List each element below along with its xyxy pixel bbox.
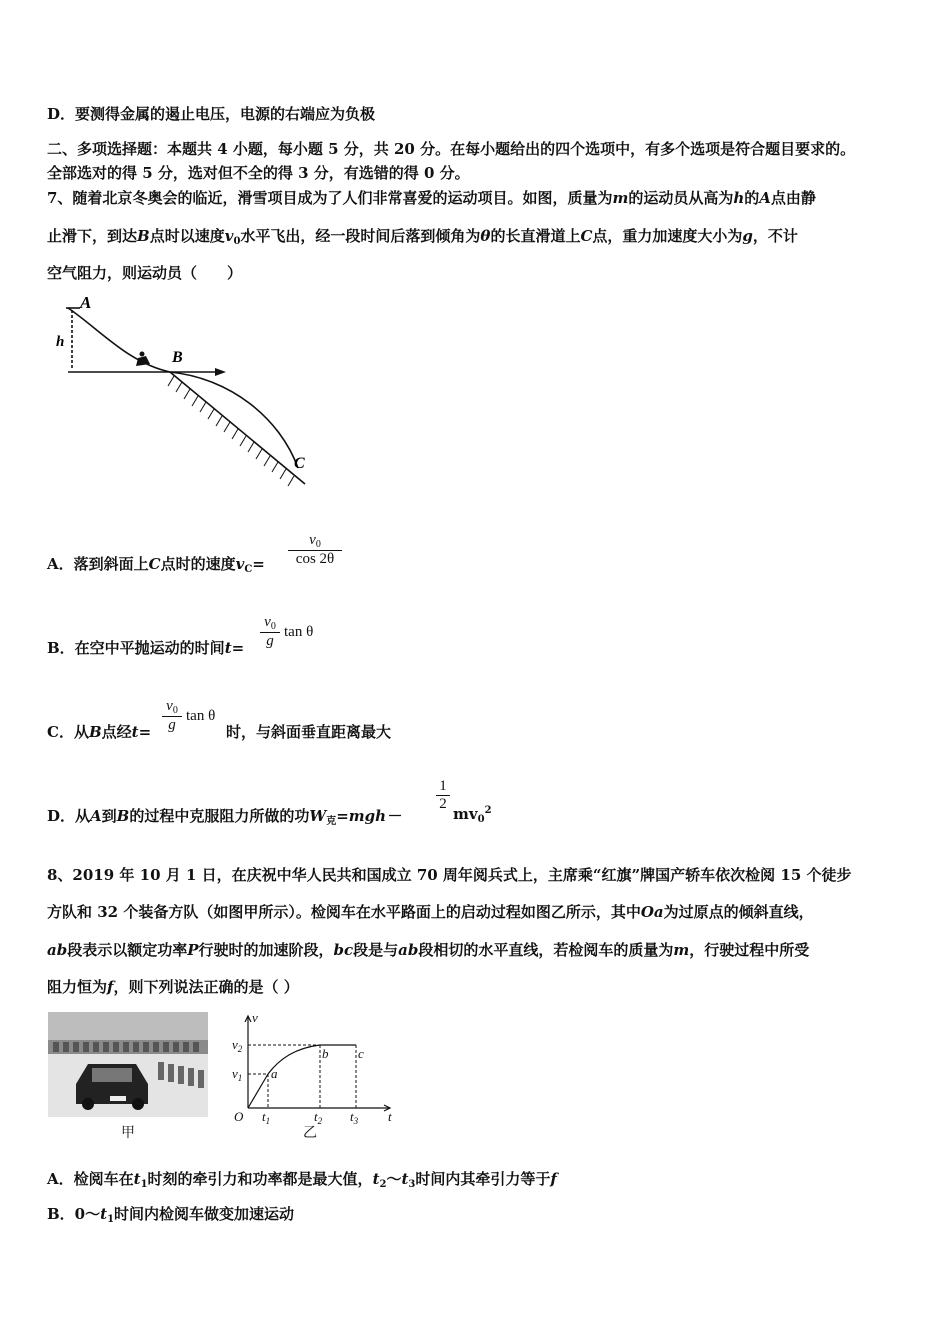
- q7-stem-line3: 空气阻力，则运动员（ ）: [47, 264, 243, 282]
- tick-t2: $t_2$: [314, 1109, 323, 1126]
- arrow-icon: [215, 368, 226, 376]
- figure-label-h: h: [56, 334, 65, 350]
- figure-label-c: C: [294, 455, 305, 472]
- q7-option-d-fraction: 1 2: [436, 778, 450, 813]
- q7-option-a: A．落到斜面上C点时的速度$v_C=$: [47, 555, 265, 575]
- point-a: a: [271, 1066, 278, 1081]
- q7-stem-line1: 7、随着北京冬奥会的临近，滑雪项目成为了人们非常喜爱的运动项目。如图，质量为m的运动员从高为h的A点由静: [47, 189, 816, 207]
- tick-t3: $t_3$: [350, 1109, 359, 1126]
- figure-label-a: A: [80, 293, 92, 312]
- car-icon: [76, 1064, 148, 1110]
- q7-option-c-tan: tan θ: [186, 708, 216, 724]
- axis-label-v: v: [252, 1010, 258, 1025]
- section2-line1: 二、多项选择题：本题共 4 小题，每小题 5 分，共 20 分。在每小题给出的四个选项中，有多个选项是符合题目要求的。: [47, 140, 856, 158]
- skier-icon: [136, 352, 150, 367]
- q7-option-b-fraction: $v_0$ g: [260, 614, 280, 650]
- tick-t1: $t_1$: [262, 1109, 271, 1126]
- q7-stem-line2: 止滑下，到达B点时以速度$v_0$水平飞出，经一段时间后落到倾角为θ的长直滑道上C点，重力加速度大小为g，不计: [47, 227, 798, 247]
- q7-option-c: C．从B点经t=: [47, 723, 152, 741]
- q7-option-d: D．从A到B的过程中克服阻力所做的功$W_克=mgh-$: [47, 807, 402, 827]
- q7-option-c-fraction: $v_0$ g: [162, 698, 182, 734]
- velocity-time-graph: [228, 1010, 398, 1130]
- q8-stem-line3: ab段表示以额定功率P行驶时的加速阶段，bc段是与ab段相切的水平直线，若检阅车的质量为m，行驶过程中所受: [47, 941, 810, 959]
- q8-stem-line2: 方队和 32 个装备方队（如图甲所示）。检阅车在水平路面上的启动过程如图乙所示，其中Oa为过原点的倾斜直线，: [47, 903, 814, 921]
- caption-yi: 乙: [303, 1125, 317, 1141]
- caption-jia: 甲: [121, 1125, 135, 1141]
- parade-car-photo: [48, 1012, 208, 1117]
- tick-v2: $v_2$: [232, 1037, 243, 1054]
- q6-option-d: D．要测得金属的遏止电压，电源的右端应为负极: [47, 105, 376, 123]
- q7-option-a-fraction: $v_0$ cos 2θ: [288, 532, 342, 568]
- q8-stem-line1: 8、2019 年 10 月 1 日，在庆祝中华人民共和国成立 70 周年阅兵式上，主席乘“红旗”牌国产轿车依次检阅 15 个徒步: [47, 866, 852, 884]
- point-c: c: [358, 1046, 364, 1061]
- tick-v1: $v_1$: [232, 1066, 243, 1083]
- q7-option-b: B．在空中平抛运动的时间t=: [47, 639, 245, 657]
- q8-option-a: A．检阅车在$t_1$时刻的牵引力和功率都是最大值，$t_2\sim t_3$时间内其牵引力等于f: [47, 1170, 557, 1190]
- q8-stem-line4: 阻力恒为f，则下列说法正确的是（ ）: [47, 978, 299, 996]
- ski-jump-figure: [50, 288, 320, 498]
- q7-option-c-tail: 时，与斜面垂直距离最大: [226, 723, 392, 741]
- q8-option-b: B．$0\sim t_1$时间内检阅车做变加速运动: [47, 1205, 295, 1225]
- axis-label-t: t: [388, 1109, 392, 1124]
- figure-label-b: B: [172, 349, 183, 366]
- origin-label: O: [234, 1109, 244, 1124]
- q7-option-b-tan: tan θ: [284, 624, 314, 640]
- point-b: b: [322, 1046, 329, 1061]
- q7-option-d-tail: $mv_0^2$: [453, 805, 492, 825]
- section2-line2: 全部选对的得 5 分，选对但不全的得 3 分，有选错的得 0 分。: [47, 164, 470, 182]
